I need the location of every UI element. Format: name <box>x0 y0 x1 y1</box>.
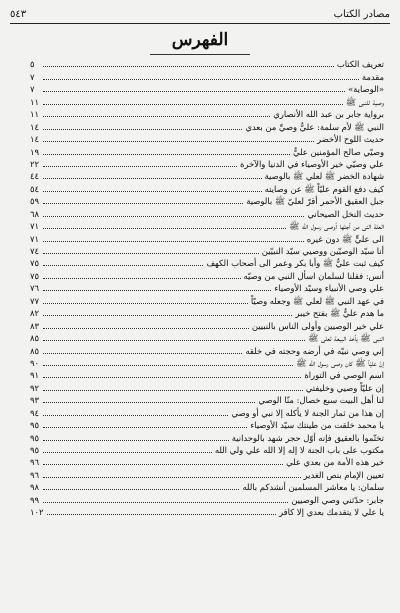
toc-entry-page: ٥ <box>30 59 35 70</box>
toc-entry-page: ٩٥ <box>30 432 39 443</box>
toc-entry-label: كيف ثبت عليٌّ ﷺ وأبا بكر وعمر الى أصحاب الكهف <box>206 258 384 269</box>
toc-entry-page: ٥٩ <box>30 196 39 207</box>
toc-entry-page: ١١ <box>30 109 39 120</box>
dot-leader <box>43 353 242 354</box>
toc-entry <box>30 393 384 405</box>
toc-entry-page: ٧ <box>30 71 35 82</box>
toc-entry-label: برواية جابر بن عبد الله الأنصاري <box>273 109 384 120</box>
dot-leader <box>43 191 262 192</box>
dot-leader <box>43 203 243 204</box>
toc-entry-label: النبي ﷺ يأخذ البيعة لعلي ﷺ <box>308 333 384 344</box>
toc-entry <box>30 82 384 94</box>
page-number: ٥٤٣ <box>10 8 27 20</box>
dot-leader <box>43 502 288 503</box>
toc-entry-label: علي وصي الأنبياء وسيّد الأوصياء <box>274 283 384 294</box>
dot-leader <box>43 464 283 465</box>
toc-entry-page: ٩٦ <box>30 457 39 468</box>
toc-entry-label: أنس: فقلنا لسلمان اسأل النبي من وصيّه <box>243 270 384 281</box>
toc-entry <box>30 181 384 193</box>
toc-entry-label: حديث اللوح الأخضر <box>317 134 384 145</box>
toc-entry-label: جبل العقيق الأحمر أقرّ لعليّ ﷺ بالوصية <box>246 196 384 207</box>
toc-entry-label: إن هذا من ثمار الجنة لا يأكله إلا نبي أو وصي <box>231 407 384 418</box>
toc-entry-label: مكتوب على باب الجنة لا إله إلا الله علي ولي الله <box>214 445 384 455</box>
dot-leader <box>47 514 276 515</box>
dot-leader <box>43 216 304 217</box>
toc-entry-label: يا محمد خلقت من طينتك سيّد الأوصياء <box>250 420 384 431</box>
toc-entry-label: وصية للنبي ﷺ <box>345 96 384 107</box>
toc-entry-page: ١٤ <box>30 121 39 132</box>
toc-entry-page: ٩٤ <box>30 407 39 418</box>
toc-entry-page: ٦٨ <box>30 208 39 219</box>
toc-entry-label: تعريف الكتاب <box>336 59 384 70</box>
dot-leader <box>43 166 237 167</box>
toc-entry <box>30 380 384 392</box>
toc-entry-page: ٩٠ <box>30 357 39 368</box>
toc-entry-page: ٥٤ <box>30 183 39 194</box>
toc-entry <box>30 443 384 455</box>
toc-entry-page: ١٤ <box>30 134 39 145</box>
toc-entry-label: يا علي لا يتقدمك بعدي إلا كافر <box>278 507 384 518</box>
toc-entry-page: ٩٨ <box>30 482 39 493</box>
dot-leader <box>43 303 248 304</box>
toc-entry <box>30 356 384 368</box>
toc-entry-label: النبي ﷺ لأم سلمة: عليٌّ وصيِّ من بعدي <box>245 121 384 132</box>
toc-entry <box>30 119 384 131</box>
toc-entry-page: ٩٦ <box>30 469 39 480</box>
toc-entry-page: ١٩ <box>30 146 39 157</box>
toc-entry-page: ٧١ <box>30 221 39 232</box>
toc-entry <box>30 268 384 280</box>
toc-entry-label: العلة التي من أجلها أوصى رسول الله ﷺ <box>289 221 384 232</box>
toc-entry-page: ٧١ <box>30 233 39 244</box>
dot-leader <box>43 178 262 179</box>
toc-entry-label: مقدمة <box>361 71 384 82</box>
toc-entry-label: أنا سيّد الوصيّين ووصيي سيّد النبيّين <box>261 246 384 256</box>
toc-entry-label: جابر: حدّثني وصي الوصيين <box>291 494 384 505</box>
toc-entry-page: ١١ <box>30 96 39 107</box>
toc-entry-page: ٧٦ <box>30 283 39 294</box>
dot-leader <box>43 104 343 105</box>
toc-entry-page: ١٠٢ <box>30 507 44 518</box>
table-of-contents <box>30 57 384 517</box>
toc-entry-label: الى عليٍّ ﷺ دون غيره <box>306 233 384 244</box>
toc-entry-page: ٨٥ <box>30 333 39 344</box>
dot-leader <box>43 91 345 92</box>
toc-entry <box>30 157 384 169</box>
toc-entry <box>30 343 384 355</box>
dot-leader <box>43 402 255 403</box>
toc-entry <box>30 480 384 492</box>
toc-entry <box>30 256 384 268</box>
dot-leader <box>43 154 290 155</box>
dot-leader <box>43 66 334 67</box>
dot-leader <box>43 278 241 279</box>
toc-entry <box>30 231 384 243</box>
dot-leader <box>43 340 305 341</box>
toc-entry-page: ٧٥ <box>30 270 39 281</box>
toc-entry-page: ٨٢ <box>30 308 39 319</box>
dot-leader <box>43 489 239 490</box>
toc-entry <box>30 107 384 119</box>
dot-leader <box>43 365 293 366</box>
toc-entry-label: كيف دفع القوم عليّاً ﷺ عن وصايته <box>264 183 384 194</box>
toc-entry-page: ٧٧ <box>30 295 39 306</box>
toc-entry-label: علي وصيّي خير الأوصياء في الدنيا والآخرة <box>240 158 384 169</box>
dot-leader <box>43 241 304 242</box>
toc-entry-page: ٧٥ <box>30 258 39 269</box>
toc-entry <box>30 418 384 430</box>
toc-entry-label: ما هدم عليٌّ ﷺ بفتح خيبر <box>295 308 384 319</box>
toc-entry <box>30 505 384 517</box>
toc-entry <box>30 430 384 442</box>
toc-entry-page: ٩٥ <box>30 420 39 431</box>
toc-entry-label: لنا أهل البيت سبع خصال: منّا الوصي <box>258 395 384 406</box>
toc-entry <box>30 318 384 330</box>
toc-entry-label: تختّموا بالعقيق فإنه أوّل حجر شهد بالوحدانية <box>231 432 384 443</box>
toc-entry <box>30 194 384 206</box>
toc-entry <box>30 144 384 156</box>
page-header <box>10 6 390 22</box>
toc-title-underline <box>150 54 250 55</box>
running-title: مصادر الكتاب <box>333 8 390 20</box>
toc-entry-page: ٩٣ <box>30 395 39 406</box>
toc-title: الفهرس <box>171 30 229 50</box>
dot-leader <box>43 253 259 254</box>
dot-leader <box>43 390 303 391</box>
dot-leader <box>43 79 359 80</box>
toc-entry-label: شهادة الخضر ﷺ لعلي ﷺ بالوصية <box>264 171 384 182</box>
toc-entry-page: ٩٢ <box>30 382 39 393</box>
dot-leader <box>43 377 301 378</box>
toc-entry <box>30 331 384 343</box>
dot-leader <box>43 452 212 453</box>
toc-entry-page: ٨٥ <box>30 345 39 356</box>
toc-entry-label: إنّ عليّاً ﷺ كان وصي رسول الله ﷺ <box>296 357 384 368</box>
dot-leader <box>43 116 270 117</box>
toc-entry <box>30 467 384 479</box>
toc-entry <box>30 405 384 417</box>
toc-entry-label: علي خير الوصيين وأولى الناس بالنبيين <box>251 320 384 331</box>
header-rule <box>10 23 390 24</box>
toc-entry <box>30 244 384 256</box>
toc-entry-label: «الوصاية» <box>348 84 384 95</box>
toc-entry <box>30 492 384 504</box>
toc-entry <box>30 69 384 81</box>
toc-entry-label: اسم الوصي في التوراة <box>304 370 384 381</box>
dot-leader <box>43 228 286 229</box>
toc-entry-page: ٢٢ <box>30 158 39 169</box>
toc-entry-page: ٩٩ <box>30 494 39 505</box>
toc-entry-label: سلمان: يا معاشر المسلمين أنشدكم بالله <box>242 482 384 493</box>
toc-entry <box>30 57 384 69</box>
toc-entry <box>30 455 384 467</box>
dot-leader <box>43 440 229 441</box>
toc-entry <box>30 94 384 106</box>
dot-leader <box>43 290 271 291</box>
toc-entry <box>30 206 384 218</box>
toc-entry-label: خير هذه الأمة من بعدي علي <box>286 457 384 468</box>
toc-entry-page: ٧٤ <box>30 246 39 256</box>
dot-leader <box>43 315 292 316</box>
toc-entry <box>30 219 384 231</box>
toc-entry <box>30 169 384 181</box>
toc-entry-label: إن عليّاً وصيي وخليفتي <box>305 382 384 393</box>
toc-entry <box>30 132 384 144</box>
toc-entry-label: تعيين الإمام بنص الغدير <box>303 469 384 480</box>
toc-entry <box>30 293 384 305</box>
dot-leader <box>43 328 249 329</box>
toc-entry-page: ٤٤ <box>30 171 39 182</box>
toc-entry <box>30 306 384 318</box>
toc-entry-label: في عهد النبي ﷺ لعلي ﷺ وجعله وصيّاً <box>250 295 384 306</box>
toc-entry-label: وصيّي صالح المؤمنين عليٌّ <box>293 146 384 157</box>
dot-leader <box>43 477 301 478</box>
toc-entry <box>30 281 384 293</box>
toc-entry-page: ٩١ <box>30 370 39 381</box>
dot-leader <box>43 415 228 416</box>
toc-entry-label: إني وصي نبيّه في أرضه وحجته في خلقه <box>245 345 384 356</box>
dot-leader <box>43 141 314 142</box>
toc-entry-page: ٩٥ <box>30 445 39 455</box>
dot-leader <box>43 129 242 130</box>
toc-entry <box>30 368 384 380</box>
toc-entry-label: حديث النخل الصيحاني <box>307 208 384 219</box>
dot-leader <box>43 265 203 266</box>
dot-leader <box>43 427 247 428</box>
toc-entry-page: ٧ <box>30 84 35 95</box>
toc-entry-page: ٨٣ <box>30 320 39 331</box>
